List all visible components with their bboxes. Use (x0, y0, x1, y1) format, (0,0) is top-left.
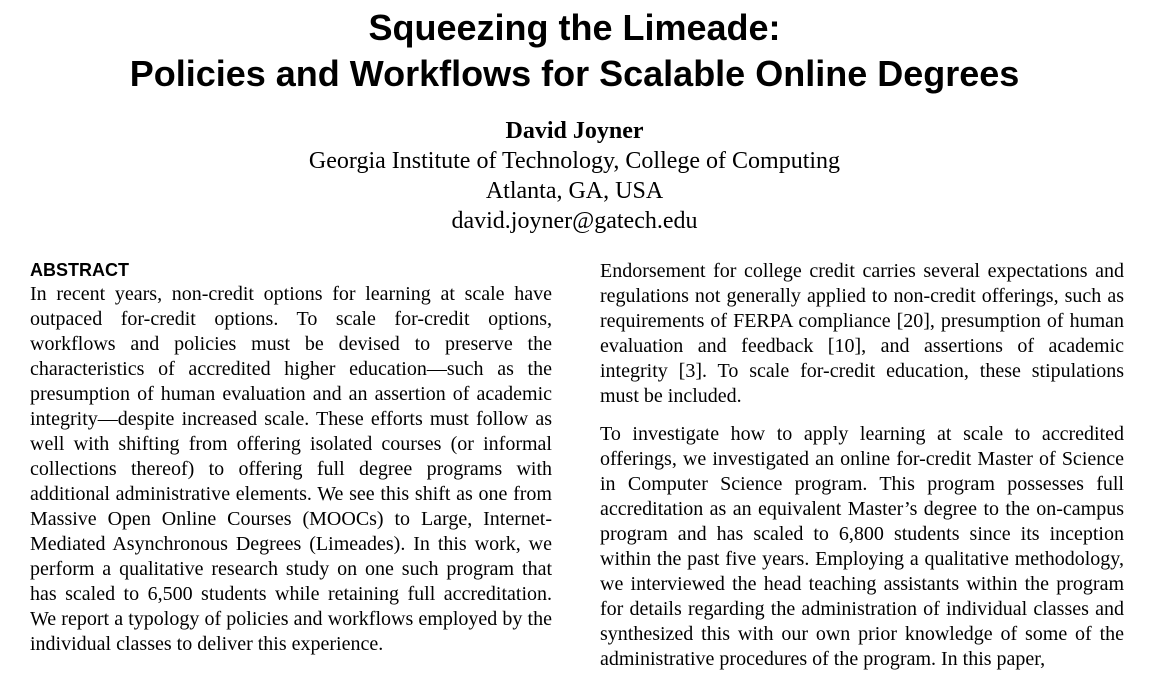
intro-paragraph-1: Endorsement for college credit carries several expectations and regulations not generally applied to non-credit offerings, such as requirements of FERPA compliance [20], presumption of human evaluation and feedback [10], and assertions of academic integrity [3]. To scale for-credit education, these stipulations must be included. (600, 260, 1124, 407)
author-location: Atlanta, GA, USA (485, 178, 664, 204)
abstract-heading: ABSTRACT (30, 260, 129, 280)
author-affiliation: Georgia Institute of Technology, College of Computing (308, 148, 841, 174)
author-email: david.joyner@gatech.edu (451, 208, 698, 234)
paper-title-line-2: Policies and Workflows for Scalable Online Degrees (129, 53, 1020, 94)
abstract-text: In recent years, non-credit options for learning at scale have outpaced for-credit options. To scale for-credit options, workflows and policies must be devised to preserve the characteristics of accredited higher education—such as the presumption of human evaluation and an assertion of academic integrity—despite increased scale. These efforts must follow as well with shifting from offering isolated courses (or informal collections thereof) to offering full degree programs with additional administrative elements. We see this shift as one from Massive Open Online Courses (MOOCs) to Large, Internet-Mediated Asynchronous Degrees (Limeades). In this work, we perform a qualitative research study on one such program that has scaled to 6,500 students while retaining full accreditation. We report a typology of policies and workflows employed by the individual classes to deliver this experience. (30, 283, 552, 655)
paper-title-line-1: Squeezing the Limeade: (368, 7, 781, 48)
intro-paragraph-2: To investigate how to apply learning at scale to accredited offerings, we investigated an online for-credit Master of Science in Computer Science program. This program possesses full accreditation as an equivalent Master’s degree to the on-campus program and has scaled to 6,800 students since its inception within the past five years. Employing a qualitative methodology, we interviewed the head teaching assistants within the program for details regarding the administration of individual classes and synthesized this with our own prior knowledge of some of the administrative procedures of the program. In this paper, (600, 423, 1124, 670)
right-column (600, 259, 1124, 672)
author-block (0, 116, 1149, 236)
left-column (30, 258, 552, 657)
author-name: David Joyner (505, 118, 644, 144)
